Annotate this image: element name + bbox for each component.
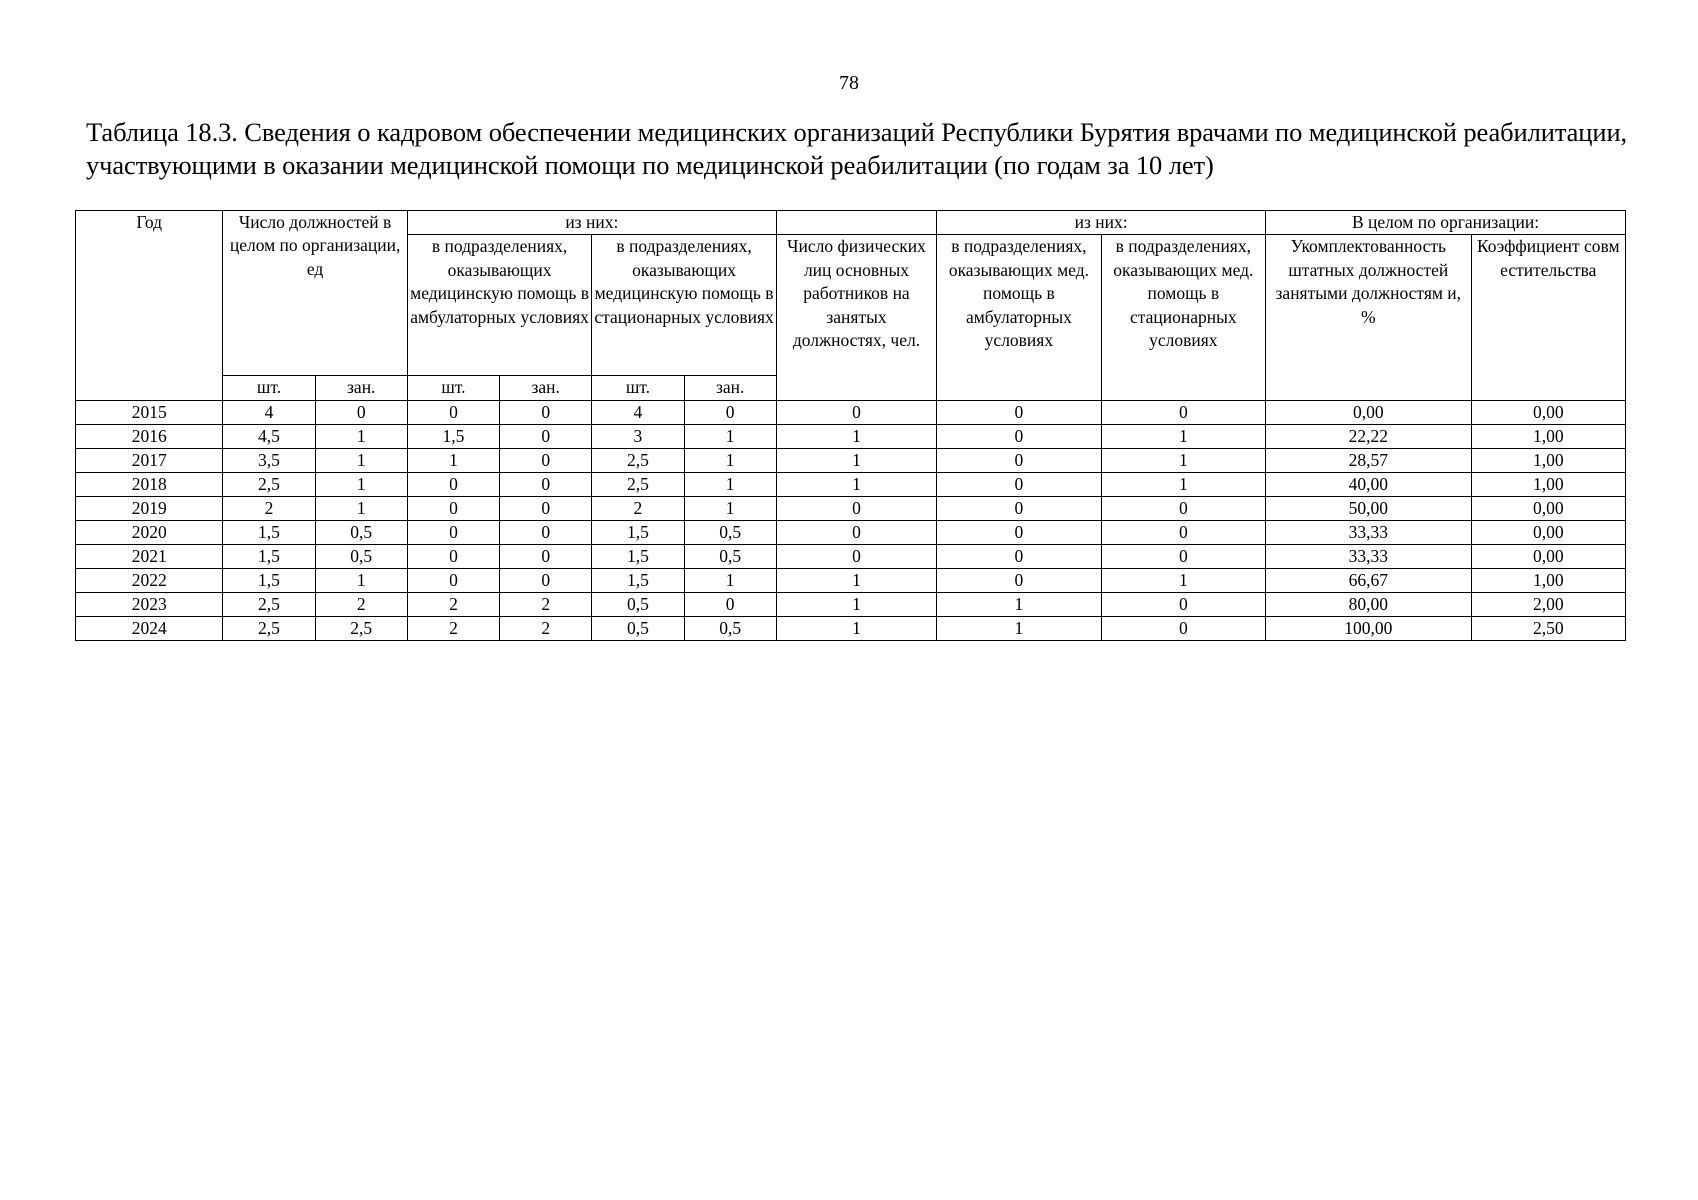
- year-cell: 2016: [76, 424, 223, 448]
- table-cell: 0: [776, 520, 936, 544]
- table-cell: 0: [315, 400, 407, 424]
- table-cell: 0: [407, 496, 499, 520]
- table-cell: 0: [500, 472, 592, 496]
- table-cell: 0: [500, 520, 592, 544]
- subheader-sht: шт.: [592, 376, 684, 400]
- table-cell: 0,5: [592, 592, 684, 616]
- table-cell: 0: [776, 544, 936, 568]
- table-cell: 1: [1101, 568, 1265, 592]
- table-cell: 0: [500, 400, 592, 424]
- table-cell: 0,5: [315, 520, 407, 544]
- table-cell: 1: [315, 496, 407, 520]
- table-cell: 0: [407, 472, 499, 496]
- table-cell: 0,5: [684, 616, 776, 640]
- table-cell: 1: [315, 472, 407, 496]
- header-persons: Число физических лиц основных работников на занятых должностях, чел.: [776, 235, 936, 400]
- table-cell: 40,00: [1266, 472, 1472, 496]
- table-cell: 1,00: [1471, 568, 1625, 592]
- table-cell: 1: [937, 592, 1101, 616]
- table-cell: 0: [684, 400, 776, 424]
- table-row: [76, 568, 1626, 592]
- table-cell: 3,5: [223, 448, 315, 472]
- table-cell: 0: [407, 568, 499, 592]
- header-staffing: Укомплектованность штатных должностей занятыми должностям и, %: [1266, 235, 1472, 400]
- table-cell: 0: [1101, 544, 1265, 568]
- table-row: [76, 424, 1626, 448]
- table-cell: 0: [1101, 616, 1265, 640]
- year-cell: 2015: [76, 400, 223, 424]
- staffing-table: [75, 210, 1626, 641]
- table-cell: 0: [500, 496, 592, 520]
- table-cell: 0: [937, 472, 1101, 496]
- table-cell: 0: [937, 424, 1101, 448]
- table-cell: 1,5: [223, 544, 315, 568]
- table-cell: 1,5: [223, 568, 315, 592]
- table-cell: 50,00: [1266, 496, 1472, 520]
- table-cell: 33,33: [1266, 520, 1472, 544]
- table-cell: 1: [315, 424, 407, 448]
- header-of-them-1: из них:: [407, 211, 776, 235]
- subheader-zan: зан.: [315, 376, 407, 400]
- table-cell: 2,5: [592, 472, 684, 496]
- table-cell: 1: [776, 472, 936, 496]
- table-row: [76, 448, 1626, 472]
- year-cell: 2023: [76, 592, 223, 616]
- table-cell: 1,5: [407, 424, 499, 448]
- header-persons-inpatient: в подразделениях, оказывающих мед. помощь в стационарных условиях: [1101, 235, 1265, 400]
- table-cell: 0: [1101, 520, 1265, 544]
- table-cell: 28,57: [1266, 448, 1472, 472]
- table-cell: 2,5: [315, 616, 407, 640]
- table-cell: 0: [500, 544, 592, 568]
- header-overall: В целом по организации:: [1266, 211, 1626, 235]
- year-cell: 2022: [76, 568, 223, 592]
- table-row: [76, 472, 1626, 496]
- table-cell: 0: [407, 400, 499, 424]
- header-row-1: [76, 211, 1626, 235]
- table-cell: 2,5: [223, 592, 315, 616]
- table-cell: 66,67: [1266, 568, 1472, 592]
- table-cell: 2: [500, 592, 592, 616]
- header-outpatient: в подразделениях, оказывающих медицинскую помощь в амбулаторных условиях: [407, 235, 591, 376]
- table-cell: 0,5: [684, 520, 776, 544]
- table-cell: 0: [937, 496, 1101, 520]
- table-cell: 1: [315, 448, 407, 472]
- table-cell: 0: [1101, 496, 1265, 520]
- table-cell: 1: [1101, 424, 1265, 448]
- table-cell: 1: [407, 448, 499, 472]
- table-cell: 1,00: [1471, 424, 1625, 448]
- table-row: [76, 400, 1626, 424]
- table-cell: 0: [776, 496, 936, 520]
- table-cell: 1,00: [1471, 472, 1625, 496]
- table-cell: 1: [684, 472, 776, 496]
- table-cell: 2: [500, 616, 592, 640]
- table-cell: 0: [937, 568, 1101, 592]
- table-cell: 2,5: [223, 616, 315, 640]
- table-cell: 1,5: [592, 544, 684, 568]
- table-row: [76, 592, 1626, 616]
- subheader-sht: шт.: [223, 376, 315, 400]
- table-cell: 1: [315, 568, 407, 592]
- table-cell: 0: [500, 568, 592, 592]
- subheader-zan: зан.: [500, 376, 592, 400]
- table-cell: 0: [1101, 400, 1265, 424]
- header-persons-outpatient: в подразделениях, оказывающих мед. помощь в амбулаторных условиях: [937, 235, 1101, 400]
- table-cell: 0,00: [1471, 520, 1625, 544]
- header-inpatient: в подразделениях, оказывающих медицинскую помощь в стационарных условиях: [592, 235, 776, 376]
- table-cell: 0: [407, 520, 499, 544]
- table-row: [76, 496, 1626, 520]
- table-cell: 1: [937, 616, 1101, 640]
- page-number: 78: [839, 72, 859, 94]
- table-row: [76, 544, 1626, 568]
- table-cell: 2,5: [223, 472, 315, 496]
- subheader-sht: шт.: [407, 376, 499, 400]
- table-cell: 0: [684, 592, 776, 616]
- table-cell: 1: [776, 424, 936, 448]
- table-cell: 80,00: [1266, 592, 1472, 616]
- table-body: [76, 400, 1626, 640]
- table-cell: 4: [592, 400, 684, 424]
- table-cell: 1: [684, 568, 776, 592]
- table-cell: 1: [1101, 448, 1265, 472]
- table-cell: 1: [684, 496, 776, 520]
- table-cell: 0: [937, 448, 1101, 472]
- header-coefficient: Коэффициент совместительства: [1471, 235, 1625, 400]
- table-cell: 22,22: [1266, 424, 1472, 448]
- table-cell: 33,33: [1266, 544, 1472, 568]
- table-cell: 100,00: [1266, 616, 1472, 640]
- table-cell: 3: [592, 424, 684, 448]
- table-cell: 1,00: [1471, 448, 1625, 472]
- table-cell: 2: [407, 616, 499, 640]
- table-cell: 2: [315, 592, 407, 616]
- table-cell: 0: [937, 544, 1101, 568]
- year-cell: 2017: [76, 448, 223, 472]
- table-cell: 2: [592, 496, 684, 520]
- table-cell: 0: [500, 424, 592, 448]
- table-cell: 0: [407, 544, 499, 568]
- table-cell: 2: [407, 592, 499, 616]
- header-of-them-2: из них:: [937, 211, 1266, 235]
- year-cell: 2019: [76, 496, 223, 520]
- table-cell: 0: [937, 520, 1101, 544]
- header-blank: [776, 211, 936, 235]
- table-cell: 0,5: [592, 616, 684, 640]
- table-cell: 0,5: [315, 544, 407, 568]
- table-cell: 2,00: [1471, 592, 1625, 616]
- table-cell: 0,00: [1471, 496, 1625, 520]
- table-cell: 0: [500, 448, 592, 472]
- table-cell: 2,50: [1471, 616, 1625, 640]
- table-cell: 0: [776, 400, 936, 424]
- header-year: Год: [76, 211, 223, 401]
- table-cell: 1: [776, 568, 936, 592]
- table-cell: 1: [776, 448, 936, 472]
- table-cell: 4,5: [223, 424, 315, 448]
- table-caption: Таблица 18.3. Сведения о кадровом обеспечении медицинских организаций Республики Бурятия врачами по медицинской реабилитации, участвующими в оказании медицинской помощи по медицинской реабилитации (по годам за 10 лет): [86, 117, 1628, 180]
- year-cell: 2018: [76, 472, 223, 496]
- table-row: [76, 520, 1626, 544]
- table-cell: 1,5: [223, 520, 315, 544]
- table-cell: 2: [223, 496, 315, 520]
- year-cell: 2020: [76, 520, 223, 544]
- table-cell: 1: [684, 448, 776, 472]
- table-cell: 0,00: [1471, 400, 1625, 424]
- subheader-zan: зан.: [684, 376, 776, 400]
- table-cell: 1,5: [592, 568, 684, 592]
- table-cell: 4: [223, 400, 315, 424]
- table-cell: 1: [776, 592, 936, 616]
- table-cell: 0: [937, 400, 1101, 424]
- table-cell: 2,5: [592, 448, 684, 472]
- year-cell: 2021: [76, 544, 223, 568]
- table-cell: 0: [1101, 592, 1265, 616]
- table-cell: 0,00: [1471, 544, 1625, 568]
- table-cell: 1: [684, 424, 776, 448]
- table-cell: 0,00: [1266, 400, 1472, 424]
- table-cell: 0,5: [684, 544, 776, 568]
- table-cell: 1,5: [592, 520, 684, 544]
- table-row: [76, 616, 1626, 640]
- table-cell: 1: [776, 616, 936, 640]
- year-cell: 2024: [76, 616, 223, 640]
- header-positions-total: Число должностей в целом по организации, ед: [223, 211, 407, 376]
- table-cell: 1: [1101, 472, 1265, 496]
